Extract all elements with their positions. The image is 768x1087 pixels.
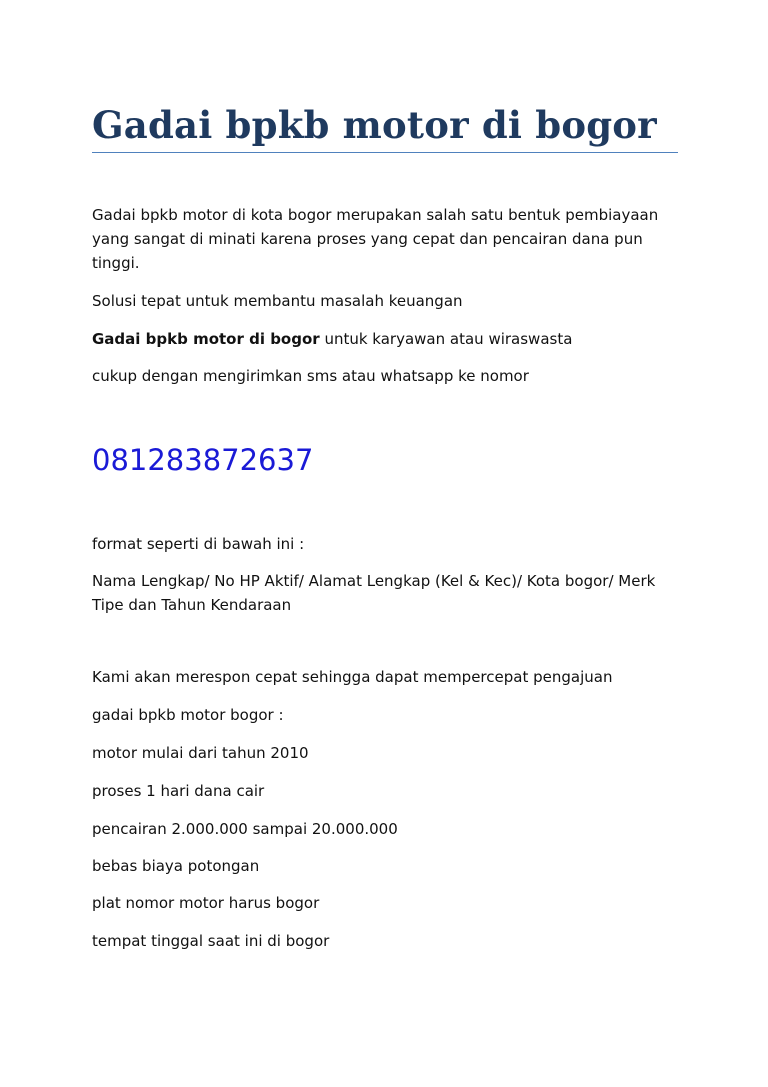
requirement-item: bebas biaya potongan <box>92 857 260 875</box>
document-page <box>92 0 678 1087</box>
requirement-item: motor mulai dari tahun 2010 <box>92 744 309 762</box>
gadai-label-line: gadai bpkb motor bogor : <box>92 706 284 724</box>
title-underline <box>92 152 678 153</box>
phone-number: 081283872637 <box>92 443 314 477</box>
requirement-item: proses 1 hari dana cair <box>92 782 265 800</box>
cukup-line: cukup dengan mengirimkan sms atau whatsapp ke nomor <box>92 367 529 385</box>
solusi-line: Solusi tepat untuk membantu masalah keuangan <box>92 292 463 310</box>
highlight-bold-text: Gadai bpkb motor di bogor <box>92 330 320 348</box>
highlight-rest-text: untuk karyawan atau wiraswasta <box>319 330 573 348</box>
respon-line: Kami akan merespon cepat sehingga dapat mempercepat pengajuan <box>92 668 613 686</box>
format-fields-paragraph: Nama Lengkap/ No HP Aktif/ Alamat Lengkap (Kel & Kec)/ Kota bogor/ Merk Tipe dan Tahun Kendaraan <box>92 572 656 614</box>
highlight-line <box>92 327 678 351</box>
document-title: Gadai bpkb motor di bogor <box>92 103 657 147</box>
requirement-item: pencairan 2.000.000 sampai 20.000.000 <box>92 820 398 838</box>
requirement-item: plat nomor motor harus bogor <box>92 894 320 912</box>
requirement-item: tempat tinggal saat ini di bogor <box>92 932 330 950</box>
intro-paragraph: Gadai bpkb motor di kota bogor merupakan salah satu bentuk pembiayaan yang sangat di minati karena proses yang cepat dan pencairan dana pun tinggi. <box>92 206 659 272</box>
format-intro-line: format seperti di bawah ini : <box>92 535 305 553</box>
